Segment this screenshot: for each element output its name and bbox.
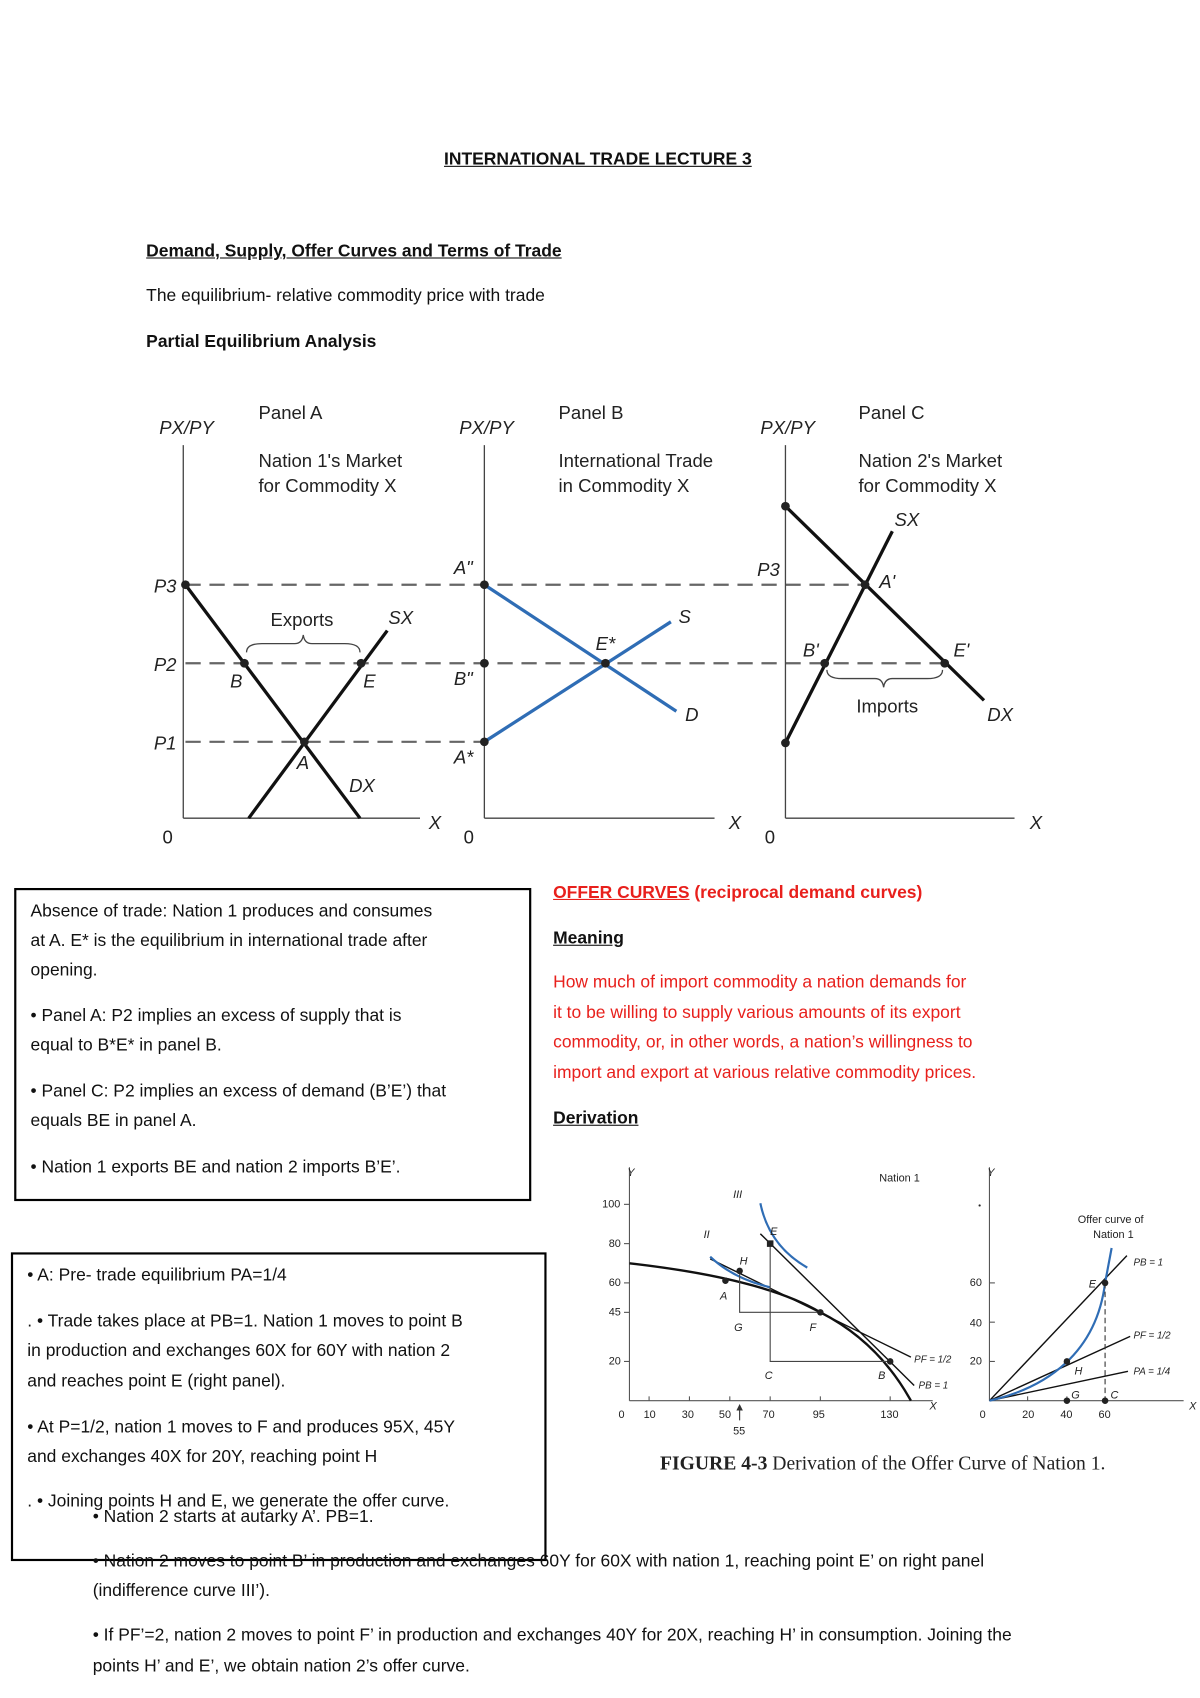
y-tick: 80 xyxy=(608,1237,621,1250)
y-tick: 45 xyxy=(608,1306,621,1319)
point-h xyxy=(736,1268,743,1275)
s-label: S xyxy=(678,605,691,627)
box1-line: Absence of trade: Nation 1 produces and consumes xyxy=(30,902,433,921)
exports-label: Exports xyxy=(270,609,334,631)
p2-label: P2 xyxy=(153,653,177,675)
point-b xyxy=(240,659,249,668)
right-y-label: Y xyxy=(987,1166,995,1179)
offer-curve xyxy=(989,1248,1111,1401)
h-label: H xyxy=(739,1255,748,1268)
nation2-line: • If PF’=2, nation 2 moves to point F’ in production and exchanges 40Y for 20X, reaching H’ in consumption. Joining the xyxy=(92,1626,1012,1646)
p3-point xyxy=(181,580,190,589)
exports-brace xyxy=(247,635,360,652)
point-a1 xyxy=(861,580,870,589)
panel-a-desc: Nation 1's Market xyxy=(258,449,403,471)
p3-label: P3 xyxy=(757,558,780,580)
demand-intercept-point xyxy=(781,502,790,511)
y-tick: 40 xyxy=(969,1317,982,1330)
nation2-line: • Nation 2 starts at autarky A’. PB=1. xyxy=(92,1507,374,1527)
point-e xyxy=(357,659,366,668)
x-tick: 0 xyxy=(618,1409,625,1422)
a1-label: A' xyxy=(879,570,896,592)
meaning-heading: Meaning xyxy=(553,929,624,948)
pb-label: PB = 1 xyxy=(918,1380,949,1392)
box2-line: • A: Pre- trade equilibrium PA=1/4 xyxy=(27,1266,287,1286)
x-tick: 20 xyxy=(1022,1409,1035,1422)
figure-partial-equilibrium xyxy=(154,402,1043,847)
iii-label: III xyxy=(733,1188,743,1201)
panel-a-axis-label: PX/PY xyxy=(159,417,214,439)
e-label: E xyxy=(363,670,376,692)
panel-b-demand-line xyxy=(484,585,676,712)
subtitle: The equilibrium- relative commodity price with trade xyxy=(146,286,545,306)
b1-label: B' xyxy=(802,639,819,661)
x-axis-label: X xyxy=(728,812,742,834)
h-label: H xyxy=(1074,1365,1083,1378)
a-label: A xyxy=(719,1290,728,1303)
point-e xyxy=(767,1240,774,1247)
y-tick: 100 xyxy=(602,1198,621,1211)
sx-label: SX xyxy=(388,606,414,628)
x-tick: 0 xyxy=(979,1409,986,1422)
meaning-line: import and export at various relative commodity prices. xyxy=(553,1063,977,1083)
caption-text: Derivation of the Offer Curve of Nation 1. xyxy=(767,1453,1106,1475)
x-tick: 130 xyxy=(880,1409,899,1422)
box1-line: • Panel A: P2 implies an excess of supply that is xyxy=(30,1006,402,1026)
point-g xyxy=(1064,1397,1071,1404)
x-tick: 95 xyxy=(812,1409,825,1422)
point-e xyxy=(1102,1280,1109,1287)
left-x-label: X xyxy=(929,1400,937,1413)
nation2-line: points H’ and E’, we obtain nation 2’s offer curve. xyxy=(92,1657,470,1676)
c-label: C xyxy=(1110,1389,1119,1402)
a-star-label: A* xyxy=(453,746,474,768)
nation1-production-graph xyxy=(602,1167,952,1438)
point-b1 xyxy=(820,659,829,668)
box2-line: . • Trade takes place at PB=1. Nation 1 moves to point B xyxy=(27,1312,463,1331)
x-tick-55: 55 xyxy=(733,1425,746,1438)
pa-ray xyxy=(989,1371,1128,1400)
e-star-label: E* xyxy=(595,633,616,655)
panel-a-title: Panel A xyxy=(258,401,323,423)
box2-line: in production and exchanges 60X for 60Y with nation 2 xyxy=(27,1341,451,1361)
box2-line: • At P=1/2, nation 1 moves to F and produces 95X, 45Y xyxy=(27,1418,455,1437)
box2-line: . • Joining points H and E, we generate the offer curve. xyxy=(27,1492,450,1511)
e-label: E xyxy=(770,1225,778,1238)
left-y-label: Y xyxy=(627,1166,635,1179)
panel-c-demand-line xyxy=(785,506,984,700)
g-label: G xyxy=(734,1321,743,1334)
nation1-title: Nation 1 xyxy=(879,1172,920,1185)
panel-c-desc: Nation 2's Market xyxy=(858,449,1003,471)
nation2-line: • Nation 2 moves to point B’ in production and exchanges 60Y for 60X with nation 1, reaching point E’ on right panel xyxy=(92,1552,985,1571)
panel-c xyxy=(757,402,1043,847)
p3-label: P3 xyxy=(153,575,177,597)
panel-a xyxy=(154,402,442,847)
nation1-offer-graph xyxy=(970,1167,1197,1421)
point-b xyxy=(887,1358,894,1365)
nation2-line: (indifference curve III’). xyxy=(92,1581,270,1601)
x-tick: 70 xyxy=(762,1409,775,1422)
x-tick: 50 xyxy=(718,1409,732,1422)
meaning-line: commodity, or, in other words, a nation’s willingness to xyxy=(553,1033,973,1052)
y-tick: 20 xyxy=(969,1355,982,1368)
pf-label: PF = 1/2 xyxy=(1133,1330,1171,1342)
panel-c-axis-label: PX/PY xyxy=(760,417,815,439)
stray-dot xyxy=(979,1204,981,1206)
e1-label: E' xyxy=(953,639,970,661)
panel-b-desc: International Trade xyxy=(558,449,714,471)
a2-label: A" xyxy=(453,556,473,578)
figure-offer-curve-derivation xyxy=(602,1167,1197,1474)
caption-number: FIGURE 4-3 xyxy=(659,1453,768,1475)
box1-line: • Nation 1 exports BE and nation 2 imports B’E’. xyxy=(30,1158,401,1178)
panel-b-supply-line xyxy=(484,622,671,742)
y-tick: 60 xyxy=(969,1277,982,1290)
x-axis-label: X xyxy=(1029,812,1043,834)
point-a2 xyxy=(480,580,489,589)
point-a xyxy=(722,1277,729,1284)
document-title: INTERNATIONAL TRADE LECTURE 3 xyxy=(443,150,752,170)
dx-label: DX xyxy=(987,704,1014,726)
point-f xyxy=(817,1309,824,1316)
derivation-heading: Derivation xyxy=(553,1109,639,1128)
panel-b-axis-label: PX/PY xyxy=(459,417,514,439)
panel-b-title: Panel B xyxy=(558,401,624,423)
b2-label: B" xyxy=(453,668,473,690)
absence-of-trade-box xyxy=(14,888,531,1201)
supply-intercept-point xyxy=(781,739,790,748)
indifference-curve-iii xyxy=(760,1203,807,1267)
meaning-line: it to be willing to supply various amounts of its export xyxy=(553,1003,961,1023)
e-label: E xyxy=(1088,1278,1096,1291)
point-c xyxy=(1102,1397,1109,1404)
pb-label: PB = 1 xyxy=(1133,1257,1164,1269)
a-label: A xyxy=(296,752,310,774)
x-tick: 60 xyxy=(1098,1409,1111,1422)
d-label: D xyxy=(685,704,699,726)
panel-c-desc: for Commodity X xyxy=(858,474,997,496)
box2-line: and reaches point E (right panel). xyxy=(27,1372,286,1391)
origin-label: 0 xyxy=(764,826,776,848)
point-h xyxy=(1064,1358,1071,1365)
y-tick: 60 xyxy=(608,1277,621,1290)
p1-label: P1 xyxy=(153,732,177,754)
dx-label: DX xyxy=(349,774,375,796)
x-axis-label: X xyxy=(428,812,442,834)
point-e1 xyxy=(940,659,949,668)
analysis-heading: Partial Equilibrium Analysis xyxy=(146,332,377,352)
box1-line: opening. xyxy=(30,961,98,980)
figure-caption xyxy=(660,1453,1105,1474)
offer-curve-label: Nation 1 xyxy=(1093,1229,1134,1242)
panel-b xyxy=(453,402,742,847)
right-x-label: X xyxy=(1189,1400,1197,1413)
box1-line: equal to B*E* in panel B. xyxy=(30,1036,222,1055)
y-tick: 20 xyxy=(608,1355,621,1368)
panel-a-desc: for Commodity X xyxy=(258,474,397,496)
origin-label: 0 xyxy=(162,826,173,848)
ii-label: II xyxy=(703,1229,710,1242)
panel-c-title: Panel C xyxy=(858,401,925,423)
c-label: C xyxy=(764,1369,773,1382)
point-a-star xyxy=(480,737,489,746)
section-heading: Demand, Supply, Offer Curves and Terms of Trade xyxy=(146,242,562,261)
offer-curves-heading xyxy=(553,885,922,902)
imports-brace xyxy=(827,670,943,687)
box1-line: equals BE in panel A. xyxy=(30,1111,197,1131)
meaning-line: How much of import commodity a nation demands for xyxy=(553,973,967,992)
point-a xyxy=(300,737,309,746)
pf-label: PF = 1/2 xyxy=(914,1354,952,1366)
x-tick: 30 xyxy=(681,1409,694,1422)
offer-curves-title: OFFER CURVES xyxy=(553,883,690,903)
box2-line: and exchanges 40X for 20Y, reaching point H xyxy=(27,1447,378,1467)
box1-line: • Panel C: P2 implies an excess of demand (B’E’) that xyxy=(30,1082,447,1101)
x-tick: 40 xyxy=(1060,1409,1073,1422)
imports-label: Imports xyxy=(856,695,919,717)
offer-curve-label: Offer curve of xyxy=(1077,1213,1144,1226)
x-tick: 10 xyxy=(643,1409,656,1422)
b-label: B xyxy=(230,670,243,692)
origin-label: 0 xyxy=(463,826,474,848)
point-b2 xyxy=(480,659,489,668)
panel-b-desc: in Commodity X xyxy=(558,474,690,496)
box1-line: at A. E* is the equilibrium in international trade after xyxy=(30,931,428,951)
f-label: F xyxy=(809,1321,817,1334)
b-label: B xyxy=(878,1369,886,1382)
offer-curves-subtitle: (reciprocal demand curves) xyxy=(689,883,923,903)
g-label: G xyxy=(1071,1389,1080,1402)
pa-label: PA = 1/4 xyxy=(1133,1366,1171,1378)
point-e-star xyxy=(601,659,610,668)
sx-label: SX xyxy=(894,508,920,530)
